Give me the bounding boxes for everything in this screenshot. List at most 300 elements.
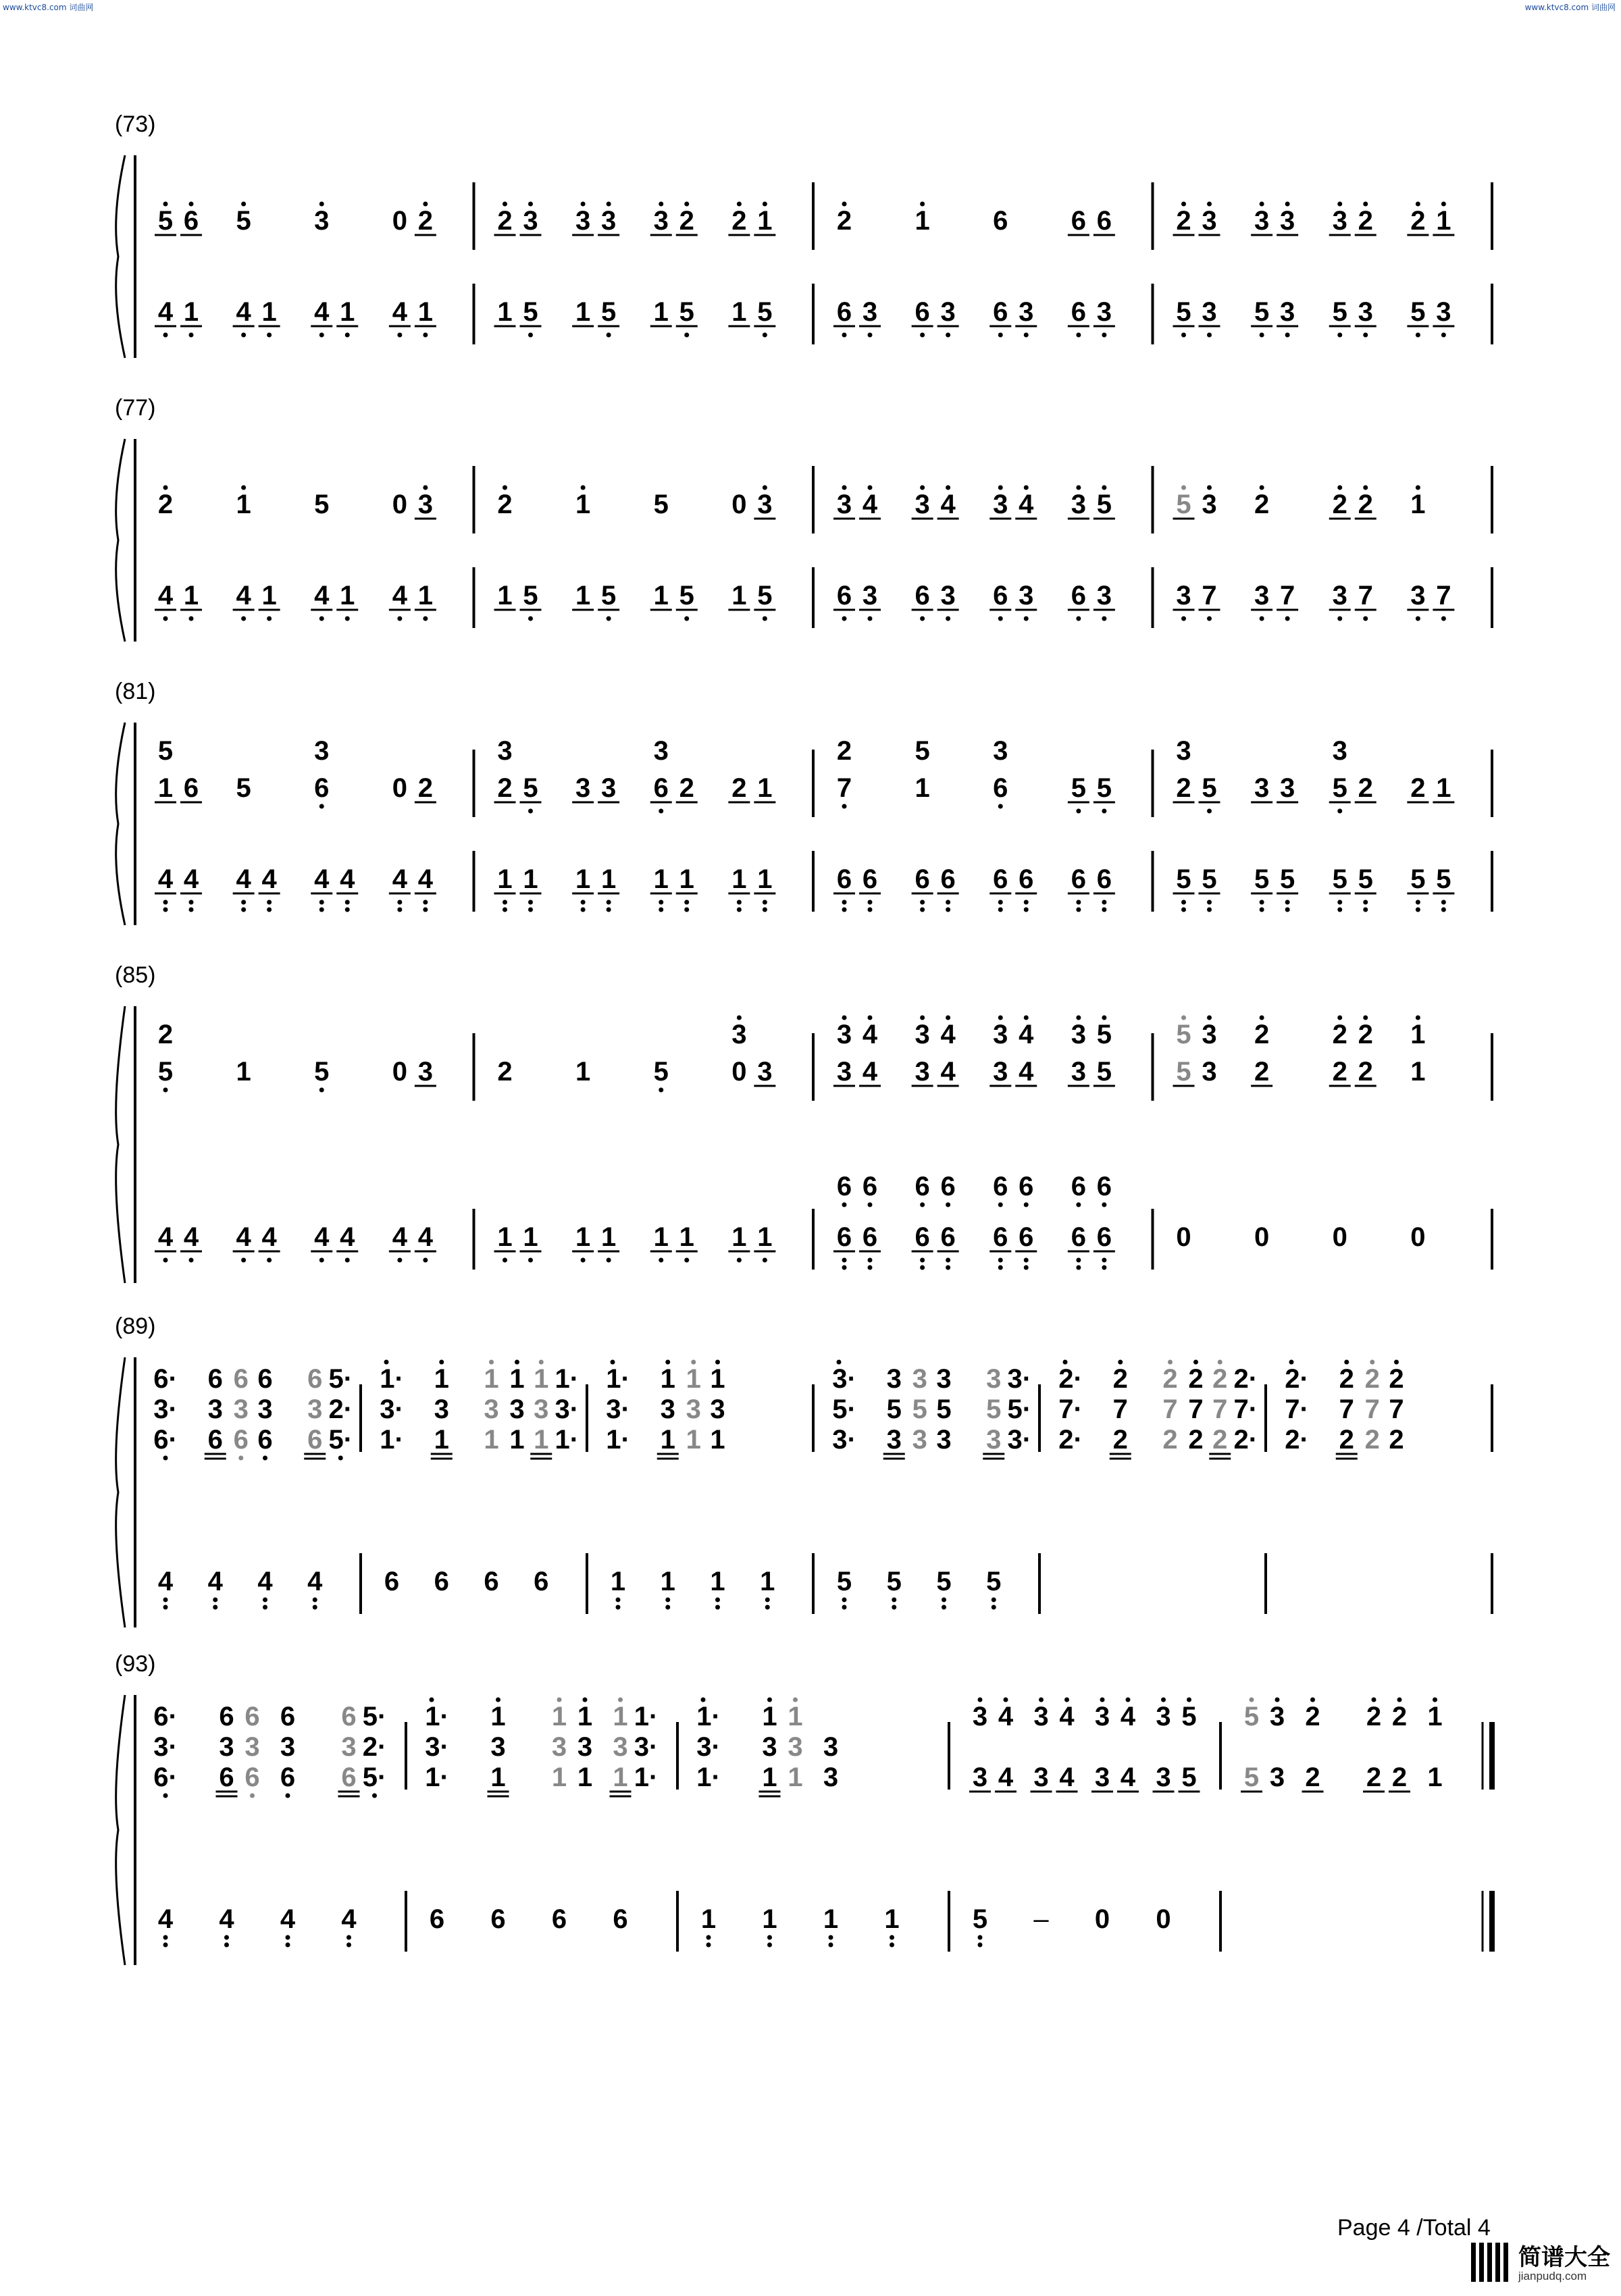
treble-upper-note: [497, 736, 512, 766]
svg-text:1: 1: [757, 773, 773, 803]
bass-note: [572, 1222, 594, 1263]
treble-note: [180, 773, 202, 803]
svg-text:3: 3: [1254, 206, 1270, 236]
treble-note: [1091, 1763, 1113, 1792]
svg-text:4: 4: [236, 297, 251, 327]
treble-note: [1365, 1425, 1380, 1455]
svg-text:1: 1: [613, 1702, 628, 1731]
svg-text:3: 3: [601, 773, 617, 803]
treble-note: [1407, 202, 1429, 236]
svg-text:1: 1: [915, 773, 930, 803]
treble-top-note: [998, 1698, 1014, 1732]
svg-text:6: 6: [836, 297, 852, 327]
bass-note: [434, 1567, 449, 1596]
brace: [116, 439, 125, 642]
bass-note: [1015, 581, 1037, 621]
bass-note: [989, 581, 1011, 621]
treble-note: [363, 1763, 387, 1798]
treble-top-note: [1270, 1698, 1285, 1732]
svg-text:3: 3: [686, 1394, 701, 1424]
bass-note: [1329, 864, 1351, 912]
treble-note: [837, 773, 852, 809]
svg-text:3·: 3·: [555, 1394, 580, 1424]
svg-text:3: 3: [207, 1394, 223, 1424]
svg-text:1: 1: [653, 297, 669, 327]
treble-top-note: [613, 1698, 627, 1732]
svg-text:1: 1: [534, 1425, 549, 1455]
treble-note: [754, 486, 775, 520]
bass-note: [728, 864, 750, 912]
svg-text:4: 4: [1019, 1020, 1034, 1049]
svg-text:2: 2: [1254, 1020, 1270, 1049]
bass-note: [484, 1567, 498, 1596]
svg-text:6: 6: [207, 1364, 223, 1394]
treble-mid-note: [490, 1732, 505, 1762]
svg-text:5: 5: [1202, 864, 1217, 894]
svg-text:1: 1: [610, 1567, 626, 1596]
svg-text:3: 3: [1019, 581, 1034, 610]
treble-mid-note: [534, 1394, 548, 1424]
svg-text:4: 4: [314, 581, 330, 610]
treble-note: [1355, 773, 1376, 803]
bass-note: [494, 297, 516, 327]
bass-note: [389, 864, 411, 912]
bass-note: [1068, 581, 1089, 621]
treble-top-note: [153, 1702, 178, 1731]
svg-text:5: 5: [1202, 773, 1217, 803]
svg-text:5: 5: [836, 1567, 852, 1596]
svg-text:5: 5: [986, 1394, 1002, 1424]
svg-text:5: 5: [601, 581, 617, 610]
bass-note: [650, 297, 672, 327]
svg-text:4: 4: [307, 1567, 323, 1596]
treble-upper-note: [915, 736, 930, 766]
treble-note: [1068, 1057, 1089, 1087]
bass-note: [1355, 864, 1376, 912]
svg-text:0: 0: [392, 773, 407, 803]
svg-text:6: 6: [245, 1763, 260, 1792]
svg-text:5·: 5·: [328, 1425, 353, 1455]
treble-note: [731, 490, 746, 519]
treble-note: [993, 206, 1008, 236]
treble-note: [236, 202, 251, 236]
svg-text:3: 3: [1280, 297, 1295, 327]
bass-note: [572, 297, 594, 327]
svg-text:4: 4: [314, 1222, 330, 1252]
bass-note: [259, 581, 280, 621]
treble-note: [236, 1057, 251, 1087]
treble-note: [245, 1763, 259, 1798]
treble-note: [494, 773, 516, 803]
svg-text:1: 1: [551, 1763, 567, 1792]
svg-text:4: 4: [157, 581, 174, 610]
svg-text:2: 2: [1212, 1425, 1228, 1455]
treble-mid-note: [245, 1732, 259, 1762]
svg-text:6: 6: [993, 773, 1008, 803]
bass-note: [180, 864, 202, 912]
svg-text:7: 7: [1280, 581, 1295, 610]
treble-top-note: [1427, 1698, 1442, 1732]
svg-text:1: 1: [490, 1763, 506, 1792]
treble-top-note: [1212, 1360, 1227, 1394]
treble-top-note: [973, 1698, 987, 1732]
svg-text:5: 5: [1071, 773, 1086, 803]
svg-text:4: 4: [1120, 1763, 1136, 1792]
svg-text:6: 6: [915, 1172, 930, 1201]
svg-text:4: 4: [392, 1222, 407, 1252]
svg-text:3: 3: [788, 1732, 803, 1762]
svg-text:1: 1: [1410, 490, 1426, 519]
treble-note: [236, 773, 251, 803]
treble-note: [1329, 486, 1351, 520]
svg-text:0: 0: [392, 1057, 407, 1087]
bass-note: [155, 864, 176, 912]
bass-note: [490, 1904, 505, 1934]
svg-text:5: 5: [523, 773, 538, 803]
svg-text:2: 2: [1162, 1425, 1178, 1455]
bass-note: [307, 1567, 323, 1610]
svg-text:5: 5: [157, 206, 174, 236]
treble-note: [696, 1763, 721, 1792]
svg-text:2·: 2·: [1285, 1364, 1309, 1394]
treble-mid-note: [234, 1394, 249, 1424]
svg-text:5·: 5·: [328, 1364, 353, 1394]
bass-note: [280, 1904, 296, 1948]
svg-text:2: 2: [1112, 1364, 1128, 1394]
treble-top-note: [986, 1364, 1001, 1394]
svg-text:1·: 1·: [696, 1702, 721, 1731]
svg-text:4: 4: [862, 1057, 878, 1087]
svg-text:7: 7: [1436, 581, 1451, 610]
svg-text:5·: 5·: [362, 1702, 387, 1731]
treble-note: [1093, 206, 1115, 236]
bass-note: [155, 297, 176, 338]
svg-text:1: 1: [484, 1425, 499, 1455]
svg-text:2: 2: [1305, 1702, 1320, 1731]
svg-text:3: 3: [912, 1364, 927, 1394]
svg-text:1: 1: [679, 864, 694, 894]
treble-mid-note: [577, 1732, 592, 1762]
svg-text:1: 1: [1410, 1020, 1426, 1049]
svg-text:5: 5: [986, 1567, 1002, 1596]
svg-text:3: 3: [1254, 773, 1270, 803]
bass-note: [1199, 864, 1220, 912]
svg-text:2: 2: [731, 206, 747, 236]
site-logo[interactable]: [1470, 2239, 1612, 2289]
bass-note: [1433, 581, 1454, 621]
svg-text:3: 3: [1269, 1702, 1285, 1731]
svg-text:3: 3: [1202, 1020, 1217, 1049]
svg-text:3: 3: [577, 1732, 593, 1762]
treble-top-note: [788, 1698, 802, 1732]
svg-text:6: 6: [233, 1364, 249, 1394]
treble-top-note: [1244, 1698, 1259, 1732]
svg-text:1: 1: [660, 1364, 675, 1394]
svg-text:5: 5: [1332, 864, 1347, 894]
treble-note: [1254, 486, 1269, 520]
svg-text:5: 5: [1280, 864, 1295, 894]
svg-text:6: 6: [862, 1172, 878, 1201]
brace: [116, 1695, 125, 1965]
treble-top-note: [245, 1702, 259, 1731]
svg-text:6: 6: [836, 1222, 852, 1252]
treble-note: [969, 1763, 991, 1792]
svg-text:3: 3: [551, 1732, 567, 1762]
svg-text:3: 3: [710, 1394, 725, 1424]
treble-top-note: [380, 1360, 404, 1394]
bass-note: [219, 1904, 234, 1948]
treble-mid-note: [936, 1394, 951, 1424]
treble-top-note: [606, 1360, 630, 1394]
treble-note: [989, 1057, 1011, 1087]
svg-text:4: 4: [257, 1567, 273, 1596]
treble-note: [530, 1425, 552, 1459]
bass-note: [937, 1222, 959, 1270]
brace: [116, 1357, 125, 1627]
bass-note: [233, 864, 255, 912]
svg-text:3: 3: [1202, 297, 1217, 327]
treble-note: [1251, 773, 1272, 803]
bass-note: [1329, 297, 1351, 338]
svg-text:6: 6: [384, 1567, 400, 1596]
bass-note: [311, 581, 332, 621]
svg-text:2: 2: [1391, 1702, 1408, 1731]
svg-text:0: 0: [1254, 1222, 1270, 1252]
bass-note: [494, 581, 516, 610]
treble-note: [728, 773, 750, 803]
treble-note: [1209, 1425, 1231, 1459]
treble-note: [555, 1425, 579, 1455]
bass-note: [754, 1222, 775, 1263]
bass-note: [494, 1222, 516, 1263]
svg-text:1: 1: [534, 1364, 549, 1394]
bass-note: [986, 1567, 1001, 1610]
svg-text:3: 3: [836, 490, 852, 519]
svg-text:6: 6: [1071, 297, 1086, 327]
svg-text:6: 6: [993, 1222, 1008, 1252]
svg-text:6: 6: [915, 297, 930, 327]
svg-text:2: 2: [497, 490, 513, 519]
bass-note: [989, 864, 1011, 912]
svg-text:3: 3: [1176, 581, 1191, 610]
treble-note: [1056, 1763, 1078, 1792]
bass-note: [158, 1904, 174, 1948]
svg-text:1·: 1·: [634, 1702, 659, 1731]
svg-text:0: 0: [392, 206, 407, 236]
svg-text:3: 3: [497, 736, 513, 766]
svg-text:3: 3: [823, 1732, 839, 1762]
treble-note: [392, 773, 407, 803]
bass-note: [1173, 581, 1195, 621]
svg-text:4: 4: [157, 297, 174, 327]
svg-text:1: 1: [757, 864, 773, 894]
treble-note: [610, 1763, 632, 1796]
measure-number: (77): [115, 395, 156, 421]
svg-text:3: 3: [1019, 297, 1034, 327]
svg-text:1: 1: [731, 581, 747, 610]
svg-text:6: 6: [307, 1364, 323, 1394]
svg-text:1: 1: [686, 1364, 701, 1394]
svg-text:7·: 7·: [1233, 1394, 1258, 1424]
svg-text:2: 2: [1358, 206, 1373, 236]
svg-text:3: 3: [1156, 1763, 1171, 1792]
bass-note: [937, 297, 959, 338]
bass-note: [760, 1567, 775, 1610]
bass-note: [155, 1222, 176, 1263]
bass-note: [912, 1222, 933, 1270]
svg-text:7·: 7·: [1285, 1394, 1309, 1424]
svg-text:2: 2: [1176, 773, 1191, 803]
svg-text:6: 6: [915, 1222, 930, 1252]
svg-text:3: 3: [1202, 206, 1217, 236]
treble-mid-note: [153, 1394, 178, 1424]
bass-note: [259, 297, 280, 338]
bass-note: [1407, 581, 1429, 621]
bass-note: [1093, 864, 1115, 912]
svg-text:7: 7: [1389, 1394, 1404, 1424]
bass-note: [1277, 581, 1298, 621]
treble-note: [392, 490, 407, 519]
svg-text:2: 2: [497, 773, 513, 803]
svg-text:6: 6: [1096, 864, 1112, 894]
bass-note: [912, 297, 933, 338]
treble-note: [912, 1425, 927, 1455]
treble-note: [883, 1425, 905, 1459]
svg-text:1: 1: [1427, 1702, 1443, 1731]
bass-note: [233, 1222, 255, 1263]
svg-text:6: 6: [993, 864, 1008, 894]
svg-text:3: 3: [1094, 1763, 1110, 1792]
svg-text:5: 5: [157, 736, 174, 766]
svg-text:1: 1: [660, 1567, 675, 1596]
treble-top-note: [208, 1364, 223, 1394]
bass-note: [1433, 864, 1454, 912]
svg-text:2: 2: [417, 773, 433, 803]
treble-mid-note: [1389, 1394, 1404, 1424]
svg-text:3: 3: [257, 1394, 273, 1424]
svg-text:5: 5: [157, 1057, 174, 1087]
svg-text:2: 2: [679, 773, 694, 803]
svg-text:4: 4: [236, 864, 251, 894]
bass-note: [1277, 297, 1298, 338]
bass-note: [1068, 1222, 1089, 1270]
treble-note: [1058, 1425, 1083, 1455]
svg-text:7: 7: [836, 773, 852, 803]
svg-text:5: 5: [314, 490, 330, 519]
bass-note: [1251, 581, 1272, 621]
treble-top-note: [1113, 1360, 1128, 1394]
svg-text:1: 1: [823, 1904, 839, 1934]
svg-text:3: 3: [1358, 297, 1373, 327]
treble-mid-note: [380, 1394, 404, 1424]
svg-text:4: 4: [157, 1567, 174, 1596]
treble-mid-note: [425, 1732, 449, 1762]
svg-text:1: 1: [490, 1702, 506, 1731]
svg-text:3: 3: [653, 206, 669, 236]
bass-note: [1277, 864, 1298, 912]
treble-mid-note: [1339, 1394, 1354, 1424]
treble-mid-note: [613, 1732, 627, 1762]
svg-text:1: 1: [551, 1702, 567, 1731]
bass-note: [572, 864, 594, 912]
treble-mid-note: [661, 1394, 675, 1424]
measure-number: (85): [115, 962, 156, 988]
treble-note: [1329, 773, 1351, 814]
svg-text:2: 2: [1389, 1425, 1404, 1455]
treble-upper-note: [654, 736, 669, 766]
svg-text:3: 3: [1202, 1057, 1217, 1087]
treble-note: [392, 206, 407, 236]
treble-top-note: [425, 1698, 449, 1732]
svg-text:1: 1: [762, 1763, 777, 1792]
svg-text:5: 5: [1181, 1763, 1197, 1792]
treble-note: [415, 773, 436, 803]
bass-note: [884, 1904, 899, 1948]
svg-text:3·: 3·: [380, 1394, 404, 1424]
bass-upper-note: [1019, 1172, 1033, 1207]
svg-text:3: 3: [341, 1732, 357, 1762]
treble-note: [598, 773, 619, 803]
bass-note: [1173, 297, 1195, 338]
bass-note: [1093, 581, 1115, 621]
svg-text:1: 1: [686, 1425, 701, 1455]
bass-note: [311, 1222, 332, 1263]
bass-note: [520, 1222, 542, 1263]
bass-note: [1333, 1222, 1347, 1252]
svg-text:1·: 1·: [380, 1364, 404, 1394]
treble-note: [1110, 1425, 1131, 1459]
treble-upper-note: [863, 1016, 878, 1050]
svg-text:4: 4: [392, 864, 407, 894]
svg-text:4: 4: [998, 1763, 1014, 1792]
svg-text:2: 2: [1188, 1364, 1204, 1394]
bass-note: [257, 1567, 273, 1610]
svg-text:5: 5: [653, 1057, 669, 1087]
svg-text:6: 6: [1071, 581, 1086, 610]
bass-note: [336, 864, 358, 912]
treble-note: [497, 1057, 512, 1087]
treble-note: [484, 1425, 498, 1455]
svg-text:6: 6: [1071, 1222, 1086, 1252]
svg-text:1: 1: [575, 864, 591, 894]
svg-text:1: 1: [157, 773, 174, 803]
treble-top-note: [1007, 1364, 1031, 1394]
treble-mid-note: [606, 1394, 630, 1424]
treble-note: [1355, 1057, 1376, 1087]
svg-text:3·: 3·: [153, 1394, 178, 1424]
svg-text:6: 6: [1096, 1222, 1112, 1252]
treble-note: [937, 1057, 959, 1087]
treble-upper-note: [1333, 1016, 1347, 1050]
treble-top-note: [1365, 1360, 1380, 1394]
svg-text:2·: 2·: [328, 1394, 353, 1424]
svg-text:3·: 3·: [832, 1425, 856, 1455]
svg-text:2: 2: [497, 206, 513, 236]
treble-upper-note: [837, 1016, 852, 1050]
svg-text:6: 6: [183, 773, 199, 803]
svg-text:3: 3: [1269, 1763, 1285, 1792]
bass-note: [1251, 864, 1272, 912]
svg-text:3·: 3·: [634, 1732, 659, 1762]
svg-text:5: 5: [523, 581, 538, 610]
treble-note: [1410, 486, 1425, 520]
svg-text:2: 2: [836, 206, 852, 236]
svg-text:1: 1: [509, 1425, 525, 1455]
bass-note: [233, 581, 255, 621]
treble-top-note: [307, 1364, 322, 1394]
svg-text:1: 1: [788, 1702, 803, 1731]
treble-note: [425, 1763, 449, 1792]
